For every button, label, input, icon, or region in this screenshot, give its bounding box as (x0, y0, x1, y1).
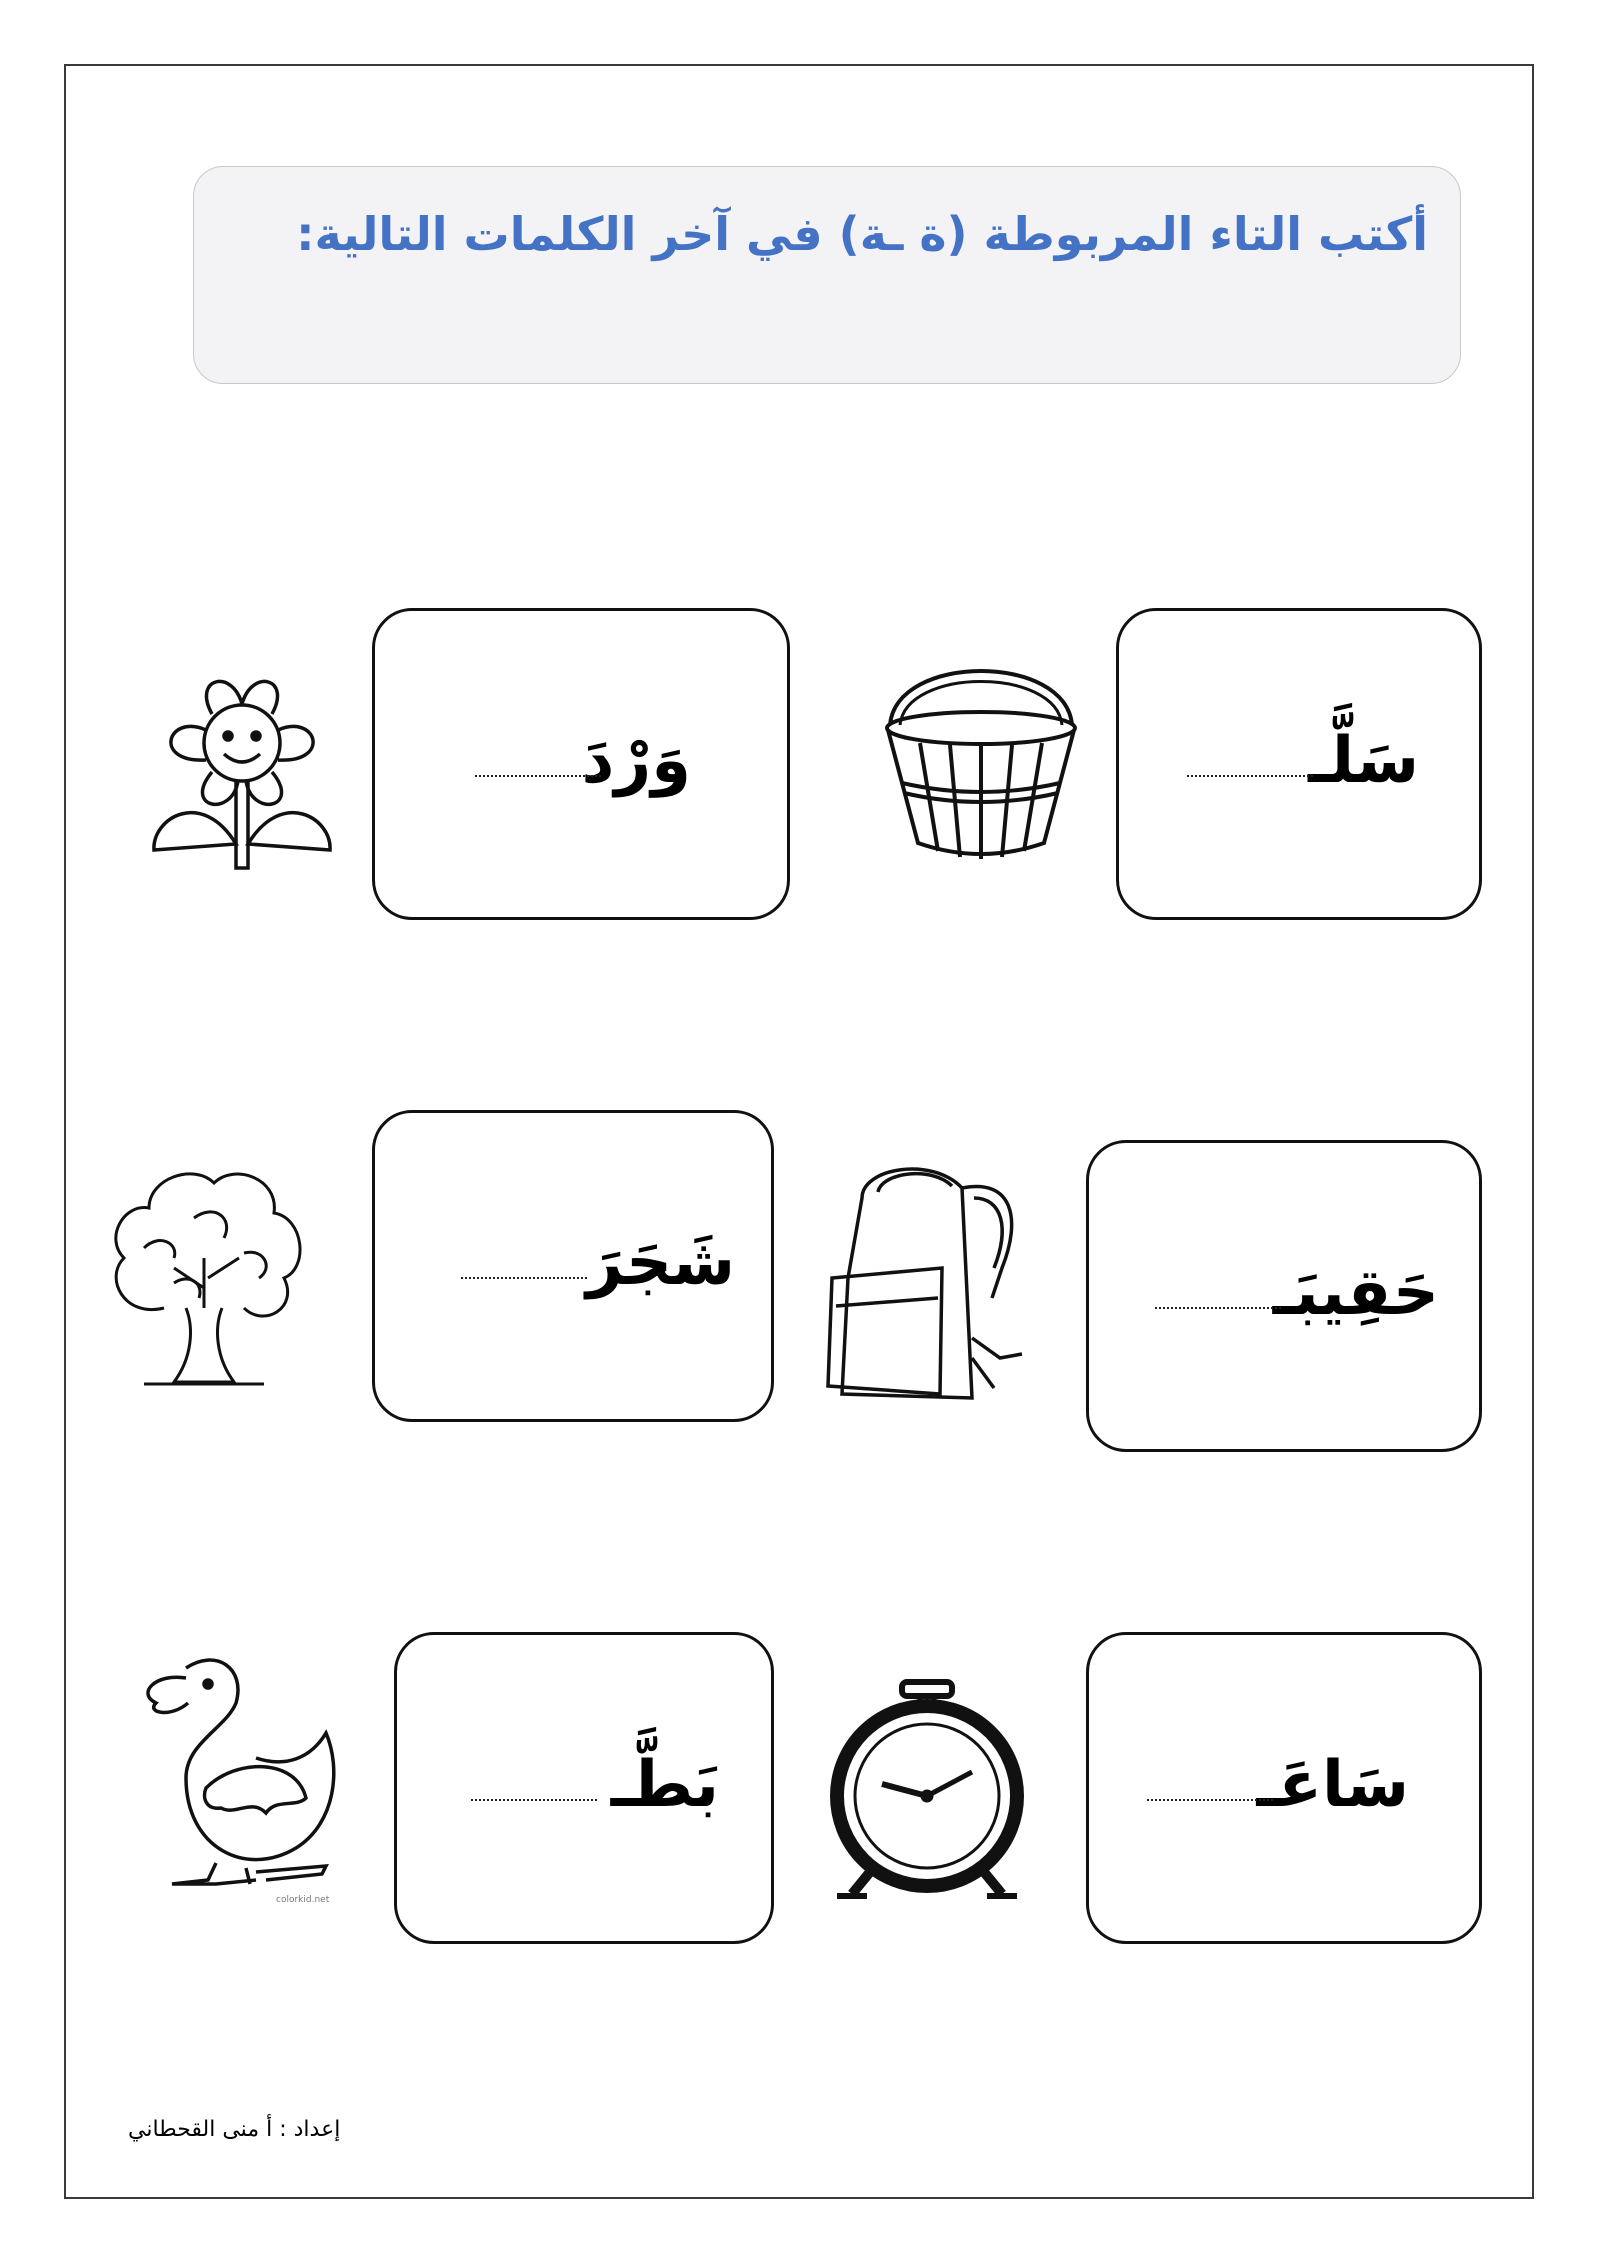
word-card-backpack (1086, 1140, 1482, 1452)
word-card-clock (1086, 1632, 1482, 1944)
word-card-duck (394, 1632, 774, 1944)
answer-blank-backpack[interactable] (1155, 1307, 1281, 1309)
word-duck: بَطَّـ (610, 1748, 719, 1822)
word-tree: شَجَرَ (586, 1226, 735, 1300)
instruction-box (193, 166, 1461, 384)
author-credit: إعداد : أ منى القحطاني (128, 2117, 341, 2142)
word-flower: وَرْدَ (581, 724, 691, 798)
word-card-flower (372, 608, 790, 920)
answer-blank-duck[interactable] (471, 1799, 597, 1801)
backpack-picture (822, 1158, 1042, 1408)
instruction-title: أكتب التاء المربوطة (ة ـة) في آخر الكلمات التالية: (296, 207, 1428, 261)
word-card-basket (1116, 608, 1482, 920)
word-basket: سَلَّـ (1308, 724, 1419, 798)
word-clock: سَاعَـ (1256, 1748, 1409, 1822)
answer-blank-clock[interactable] (1147, 1799, 1273, 1801)
answer-blank-basket[interactable] (1187, 775, 1313, 777)
answer-blank-flower[interactable] (475, 775, 601, 777)
word-backpack: حَقِيبَـ (1272, 1256, 1439, 1330)
word-card-tree (372, 1110, 774, 1422)
basket-picture (876, 633, 1086, 873)
flower-picture (142, 668, 342, 878)
answer-blank-tree[interactable] (461, 1277, 587, 1279)
duck-picture (126, 1648, 352, 1906)
alarm-clock-picture (822, 1676, 1032, 1902)
duck-watermark: colorkid.net (276, 1895, 330, 1905)
tree-picture (104, 1158, 304, 1392)
